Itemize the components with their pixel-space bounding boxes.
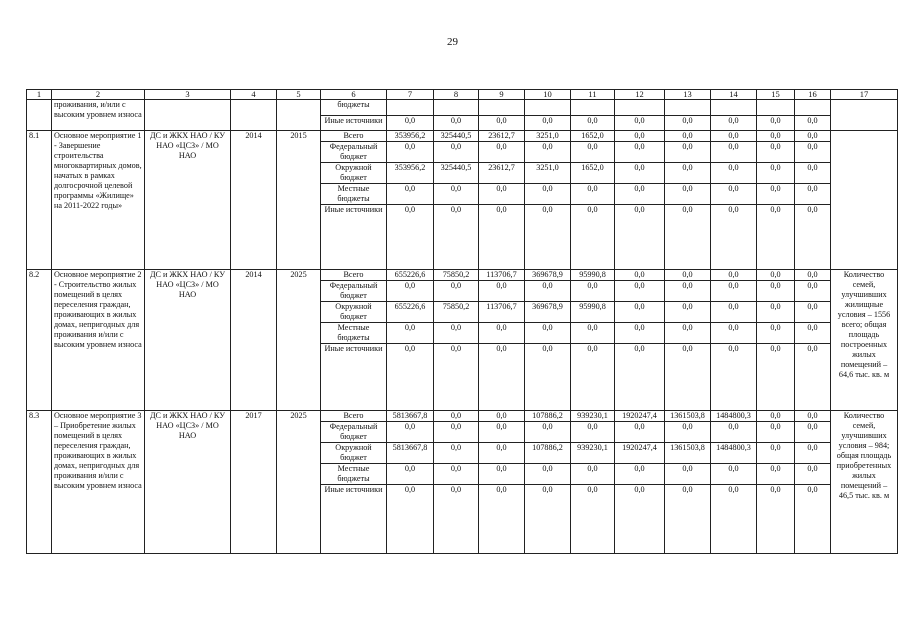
column-number-cell: 5 xyxy=(277,90,321,100)
column-number-cell: 4 xyxy=(231,90,277,100)
funding-value-cell: 0,0 xyxy=(795,464,831,485)
column-number-cell: 3 xyxy=(145,90,231,100)
funding-value-cell: 0,0 xyxy=(387,184,434,205)
end-year-cell xyxy=(277,100,321,131)
funding-value-cell: 0,0 xyxy=(711,422,757,443)
funding-value-cell: 0,0 xyxy=(615,485,665,554)
funding-source-cell: Всего xyxy=(321,131,387,142)
funding-value-cell: 0,0 xyxy=(711,205,757,270)
funding-value-cell: 0,0 xyxy=(387,205,434,270)
funding-value-cell xyxy=(434,100,479,116)
funding-value-cell: 0,0 xyxy=(665,485,711,554)
funding-value-cell: 0,0 xyxy=(711,302,757,323)
funding-source-cell: Окружной бюджет xyxy=(321,302,387,323)
funding-value-cell: 0,0 xyxy=(571,422,615,443)
funding-value-cell: 0,0 xyxy=(757,205,795,270)
funding-value-cell: 0,0 xyxy=(665,302,711,323)
funding-value-cell: 0,0 xyxy=(795,163,831,184)
funding-value-cell: 939230,1 xyxy=(571,411,615,422)
result-cell xyxy=(831,131,898,270)
funding-value-cell: 0,0 xyxy=(795,485,831,554)
funding-value-cell: 0,0 xyxy=(757,323,795,344)
executor-cell: ДС и ЖКХ НАО / КУ НАО «ЦСЗ» / МО НАО xyxy=(145,131,231,270)
funding-value-cell: 0,0 xyxy=(615,281,665,302)
funding-row xyxy=(27,270,898,281)
column-number-cell: 15 xyxy=(757,90,795,100)
funding-value-cell: 0,0 xyxy=(665,422,711,443)
executor-cell: ДС и ЖКХ НАО / КУ НАО «ЦСЗ» / МО НАО xyxy=(145,270,231,411)
funding-value-cell: 0,0 xyxy=(665,131,711,142)
funding-value-cell: 0,0 xyxy=(795,142,831,163)
start-year-cell: 2014 xyxy=(231,131,277,270)
funding-value-cell: 1361503,8 xyxy=(665,443,711,464)
funding-value-cell xyxy=(711,100,757,116)
funding-value-cell: 0,0 xyxy=(434,411,479,422)
funding-row xyxy=(27,411,898,422)
executor-cell xyxy=(145,100,231,131)
funding-value-cell: 0,0 xyxy=(795,115,831,131)
funding-value-cell: 0,0 xyxy=(479,142,525,163)
funding-source-cell: Окружной бюджет xyxy=(321,163,387,184)
funding-value-cell: 0,0 xyxy=(757,142,795,163)
funding-source-cell: Федеральный бюджет xyxy=(321,422,387,443)
funding-value-cell: 0,0 xyxy=(757,270,795,281)
funding-value-cell: 1484800,3 xyxy=(711,411,757,422)
funding-value-cell: 0,0 xyxy=(525,485,571,554)
funding-value-cell: 0,0 xyxy=(665,163,711,184)
funding-value-cell: 0,0 xyxy=(479,205,525,270)
funding-value-cell: 353956,2 xyxy=(387,131,434,142)
funding-value-cell: 75850,2 xyxy=(434,302,479,323)
funding-value-cell: 0,0 xyxy=(795,131,831,142)
funding-value-cell: 0,0 xyxy=(525,344,571,411)
item-number-cell: 8.1 xyxy=(27,131,52,270)
funding-value-cell: 0,0 xyxy=(479,443,525,464)
funding-value-cell: 0,0 xyxy=(434,464,479,485)
funding-value-cell: 0,0 xyxy=(615,184,665,205)
funding-value-cell: 0,0 xyxy=(757,485,795,554)
funding-value-cell: 0,0 xyxy=(795,422,831,443)
funding-value-cell: 0,0 xyxy=(757,281,795,302)
funding-value-cell: 0,0 xyxy=(434,443,479,464)
funding-value-cell: 0,0 xyxy=(434,344,479,411)
measure-name-cell: проживания, и/или с высоким уровнем износа xyxy=(52,100,145,131)
result-cell: Количество семей, улучшивших условия – 984; общая площадь приобретенных жилых помещений – 46,5 тыс. кв. м xyxy=(831,411,898,554)
funding-value-cell: 0,0 xyxy=(711,323,757,344)
measure-name-cell: Основное мероприятие 3 – Приобретение жилых помещений в целях переселения граждан, проживающих в жилых домах, непригодных для проживания и/или с высоким уровнем износа xyxy=(52,411,145,554)
funding-value-cell: 0,0 xyxy=(434,422,479,443)
column-number-cell: 16 xyxy=(795,90,831,100)
funding-value-cell: 0,0 xyxy=(525,464,571,485)
funding-value-cell: 0,0 xyxy=(757,115,795,131)
funding-value-cell: 325440,5 xyxy=(434,163,479,184)
funding-source-cell: Иные источники xyxy=(321,115,387,131)
item-number-cell: 8.2 xyxy=(27,270,52,411)
funding-source-cell: Всего xyxy=(321,411,387,422)
funding-source-cell: Федеральный бюджет xyxy=(321,142,387,163)
funding-value-cell: 0,0 xyxy=(525,184,571,205)
funding-value-cell: 95990,8 xyxy=(571,302,615,323)
funding-value-cell: 0,0 xyxy=(795,411,831,422)
funding-source-cell: Иные источники xyxy=(321,485,387,554)
funding-value-cell: 107886,2 xyxy=(525,443,571,464)
funding-value-cell: 369678,9 xyxy=(525,270,571,281)
funding-value-cell: 0,0 xyxy=(571,115,615,131)
funding-value-cell: 0,0 xyxy=(795,344,831,411)
funding-value-cell: 0,0 xyxy=(434,485,479,554)
funding-value-cell: 0,0 xyxy=(757,411,795,422)
column-number-cell: 10 xyxy=(525,90,571,100)
funding-value-cell: 0,0 xyxy=(571,184,615,205)
funding-value-cell: 0,0 xyxy=(665,205,711,270)
funding-value-cell: 0,0 xyxy=(711,281,757,302)
column-number-cell: 17 xyxy=(831,90,898,100)
funding-value-cell: 23612,7 xyxy=(479,163,525,184)
executor-cell: ДС и ЖКХ НАО / КУ НАО «ЦСЗ» / МО НАО xyxy=(145,411,231,554)
funding-value-cell: 0,0 xyxy=(525,142,571,163)
funding-value-cell: 0,0 xyxy=(711,163,757,184)
funding-value-cell: 0,0 xyxy=(615,323,665,344)
funding-value-cell: 0,0 xyxy=(615,422,665,443)
funding-value-cell: 0,0 xyxy=(665,184,711,205)
page-number: 29 xyxy=(447,36,458,48)
funding-value-cell: 0,0 xyxy=(571,205,615,270)
measure-name-cell: Основное мероприятие 1 - Завершение строительства многоквартирных домов, начатых в рамках долгосрочной целевой программы «Жилище» на 2011-2022 годы» xyxy=(52,131,145,270)
funding-value-cell xyxy=(525,100,571,116)
funding-value-cell: 0,0 xyxy=(795,184,831,205)
funding-value-cell: 0,0 xyxy=(387,142,434,163)
funding-value-cell: 353956,2 xyxy=(387,163,434,184)
funding-value-cell: 0,0 xyxy=(571,323,615,344)
funding-value-cell: 0,0 xyxy=(665,464,711,485)
funding-value-cell xyxy=(479,100,525,116)
funding-value-cell: 5813667,8 xyxy=(387,411,434,422)
start-year-cell: 2014 xyxy=(231,270,277,411)
item-number-cell xyxy=(27,100,52,131)
funding-value-cell: 0,0 xyxy=(479,323,525,344)
funding-source-cell: Окружной бюджет xyxy=(321,443,387,464)
funding-value-cell: 325440,5 xyxy=(434,131,479,142)
funding-value-cell: 0,0 xyxy=(479,184,525,205)
funding-value-cell: 0,0 xyxy=(665,142,711,163)
funding-value-cell xyxy=(387,100,434,116)
funding-value-cell: 0,0 xyxy=(711,131,757,142)
funding-value-cell: 3251,0 xyxy=(525,131,571,142)
funding-value-cell: 0,0 xyxy=(525,281,571,302)
funding-value-cell: 107886,2 xyxy=(525,411,571,422)
funding-value-cell: 0,0 xyxy=(525,422,571,443)
funding-value-cell: 1920247,4 xyxy=(615,411,665,422)
funding-value-cell: 0,0 xyxy=(387,485,434,554)
funding-value-cell: 0,0 xyxy=(711,184,757,205)
end-year-cell: 2025 xyxy=(277,411,321,554)
funding-value-cell: 0,0 xyxy=(795,205,831,270)
funding-value-cell: 0,0 xyxy=(757,302,795,323)
funding-value-cell xyxy=(757,100,795,116)
funding-value-cell: 0,0 xyxy=(665,115,711,131)
funding-value-cell: 655226,6 xyxy=(387,302,434,323)
funding-value-cell: 0,0 xyxy=(615,131,665,142)
funding-row xyxy=(27,131,898,142)
funding-source-cell: Федеральный бюджет xyxy=(321,281,387,302)
funding-value-cell: 0,0 xyxy=(615,115,665,131)
funding-value-cell: 0,0 xyxy=(479,281,525,302)
funding-source-cell: Всего xyxy=(321,270,387,281)
funding-value-cell: 0,0 xyxy=(615,142,665,163)
funding-value-cell xyxy=(615,100,665,116)
end-year-cell: 2015 xyxy=(277,131,321,270)
funding-value-cell: 23612,7 xyxy=(479,131,525,142)
funding-source-cell: Иные источники xyxy=(321,344,387,411)
funding-value-cell: 0,0 xyxy=(757,184,795,205)
funding-value-cell: 0,0 xyxy=(387,422,434,443)
column-number-cell: 1 xyxy=(27,90,52,100)
funding-value-cell: 0,0 xyxy=(479,115,525,131)
funding-value-cell: 0,0 xyxy=(665,323,711,344)
funding-value-cell: 0,0 xyxy=(525,115,571,131)
funding-source-cell: Местные бюджеты xyxy=(321,323,387,344)
funding-value-cell: 0,0 xyxy=(525,323,571,344)
funding-value-cell: 0,0 xyxy=(757,443,795,464)
funding-value-cell: 0,0 xyxy=(387,344,434,411)
funding-value-cell: 95990,8 xyxy=(571,270,615,281)
funding-value-cell xyxy=(571,100,615,116)
measure-name-cell: Основное мероприятие 2 - Строительство жилых помещений в целях переселения граждан, проживающих в жилых домах, непригодных для проживания и/или с высоким уровнем износа xyxy=(52,270,145,411)
funding-value-cell: 0,0 xyxy=(615,302,665,323)
funding-value-cell: 0,0 xyxy=(615,344,665,411)
funding-value-cell: 0,0 xyxy=(387,323,434,344)
funding-value-cell: 0,0 xyxy=(665,270,711,281)
funding-value-cell: 0,0 xyxy=(795,270,831,281)
funding-value-cell: 0,0 xyxy=(711,464,757,485)
funding-value-cell: 0,0 xyxy=(615,464,665,485)
start-year-cell: 2017 xyxy=(231,411,277,554)
funding-source-cell: бюджеты xyxy=(321,100,387,116)
funding-value-cell xyxy=(665,100,711,116)
funding-value-cell: 0,0 xyxy=(757,464,795,485)
funding-value-cell: 0,0 xyxy=(757,422,795,443)
funding-value-cell: 0,0 xyxy=(434,205,479,270)
funding-value-cell: 5813667,8 xyxy=(387,443,434,464)
start-year-cell xyxy=(231,100,277,131)
column-number-cell: 8 xyxy=(434,90,479,100)
funding-value-cell: 0,0 xyxy=(479,344,525,411)
funding-value-cell: 113706,7 xyxy=(479,302,525,323)
column-number-cell: 14 xyxy=(711,90,757,100)
end-year-cell: 2025 xyxy=(277,270,321,411)
funding-source-cell: Иные источники xyxy=(321,205,387,270)
funding-value-cell: 0,0 xyxy=(479,422,525,443)
funding-value-cell: 0,0 xyxy=(665,281,711,302)
funding-value-cell: 0,0 xyxy=(711,344,757,411)
funding-value-cell: 0,0 xyxy=(757,163,795,184)
funding-value-cell: 0,0 xyxy=(615,270,665,281)
funding-value-cell: 0,0 xyxy=(525,205,571,270)
funding-value-cell: 1652,0 xyxy=(571,131,615,142)
program-table xyxy=(26,89,898,554)
funding-value-cell: 0,0 xyxy=(434,184,479,205)
funding-value-cell: 0,0 xyxy=(434,323,479,344)
funding-value-cell: 0,0 xyxy=(434,281,479,302)
funding-value-cell: 0,0 xyxy=(615,205,665,270)
funding-value-cell: 0,0 xyxy=(665,344,711,411)
funding-value-cell: 0,0 xyxy=(795,281,831,302)
column-number-cell: 12 xyxy=(615,90,665,100)
funding-value-cell: 1361503,8 xyxy=(665,411,711,422)
funding-value-cell: 0,0 xyxy=(571,142,615,163)
funding-value-cell: 113706,7 xyxy=(479,270,525,281)
funding-value-cell: 0,0 xyxy=(387,464,434,485)
funding-value-cell: 0,0 xyxy=(571,281,615,302)
column-number-cell: 9 xyxy=(479,90,525,100)
item-number-cell: 8.3 xyxy=(27,411,52,554)
column-number-cell: 11 xyxy=(571,90,615,100)
column-number-cell: 6 xyxy=(321,90,387,100)
funding-value-cell: 0,0 xyxy=(571,344,615,411)
funding-value-cell: 0,0 xyxy=(571,464,615,485)
funding-value-cell: 0,0 xyxy=(757,131,795,142)
funding-value-cell: 939230,1 xyxy=(571,443,615,464)
funding-source-cell: Местные бюджеты xyxy=(321,184,387,205)
result-cell: Количество семей, улучшивших жилищные условия – 1556 всего; общая площадь построенных жилых помещений – 64,6 тыс. кв. м xyxy=(831,270,898,411)
column-number-cell: 7 xyxy=(387,90,434,100)
funding-value-cell: 0,0 xyxy=(571,485,615,554)
header-row xyxy=(27,90,898,100)
column-number-cell: 2 xyxy=(52,90,145,100)
funding-value-cell: 655226,6 xyxy=(387,270,434,281)
funding-value-cell: 1920247,4 xyxy=(615,443,665,464)
funding-value-cell: 3251,0 xyxy=(525,163,571,184)
funding-value-cell: 369678,9 xyxy=(525,302,571,323)
funding-value-cell: 1484800,3 xyxy=(711,443,757,464)
funding-value-cell: 0,0 xyxy=(795,323,831,344)
funding-value-cell: 75850,2 xyxy=(434,270,479,281)
column-number-cell: 13 xyxy=(665,90,711,100)
funding-value-cell: 0,0 xyxy=(711,485,757,554)
funding-source-cell: Местные бюджеты xyxy=(321,464,387,485)
funding-value-cell: 0,0 xyxy=(615,163,665,184)
funding-value-cell: 0,0 xyxy=(711,270,757,281)
funding-value-cell: 0,0 xyxy=(479,485,525,554)
funding-value-cell: 0,0 xyxy=(434,142,479,163)
funding-value-cell: 0,0 xyxy=(387,115,434,131)
funding-value-cell xyxy=(795,100,831,116)
funding-value-cell: 0,0 xyxy=(479,464,525,485)
continuation-row xyxy=(27,100,898,116)
funding-value-cell: 0,0 xyxy=(479,411,525,422)
funding-value-cell: 0,0 xyxy=(795,302,831,323)
funding-value-cell: 1652,0 xyxy=(571,163,615,184)
funding-value-cell: 0,0 xyxy=(795,443,831,464)
funding-value-cell: 0,0 xyxy=(711,142,757,163)
funding-value-cell: 0,0 xyxy=(711,115,757,131)
funding-value-cell: 0,0 xyxy=(757,344,795,411)
result-cell xyxy=(831,100,898,131)
funding-value-cell: 0,0 xyxy=(387,281,434,302)
funding-value-cell: 0,0 xyxy=(434,115,479,131)
